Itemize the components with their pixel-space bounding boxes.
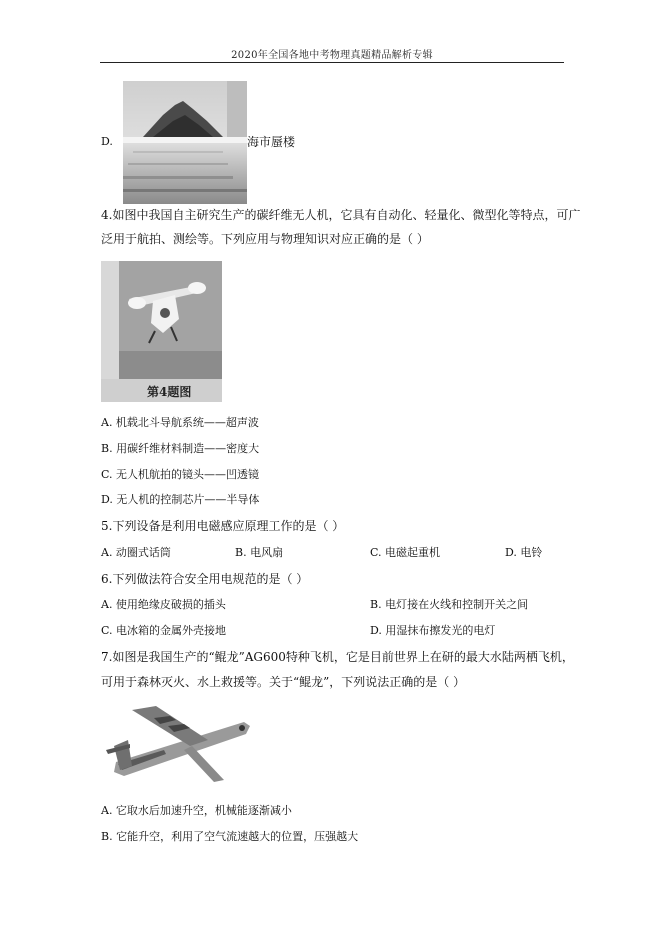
q3-option-d-label: D. bbox=[101, 135, 113, 148]
q4-option-b: B. 用碳纤维材料制造——密度大 bbox=[101, 442, 260, 455]
q4-option-c: C. 无人机航拍的镜头——凹透镜 bbox=[101, 468, 260, 481]
q6-option-b: B. 电灯接在火线和控制开关之间 bbox=[370, 598, 529, 611]
drone-figure-caption: 第4题图 bbox=[147, 385, 192, 399]
q6-option-c: C. 电冰箱的金属外壳接地 bbox=[101, 624, 227, 637]
q4-option-d: D. 无人机的控制芯片——半导体 bbox=[101, 493, 260, 506]
mirage-photo bbox=[123, 81, 247, 204]
q3-option-d-caption: 海市蜃楼 bbox=[247, 135, 296, 149]
page-header: 2020年全国各地中考物理真题精品解析专辑 bbox=[231, 50, 433, 61]
drone-photo bbox=[101, 261, 222, 402]
q7-stem-line2: 可用于森林灭火、水上救援等。关于“鲲龙”，下列说法正确的是（ ） bbox=[101, 675, 466, 689]
q5-option-c: C. 电磁起重机 bbox=[370, 546, 441, 559]
header-divider bbox=[100, 62, 564, 63]
q7-option-a: A. 它取水后加速升空，机械能逐渐减小 bbox=[101, 804, 292, 817]
q4-option-a: A. 机载北斗导航系统——超声波 bbox=[101, 416, 259, 429]
q4-stem-line1: 4.如图中我国自主研究生产的碳纤维无人机，它具有自动化、轻量化、微型化等特点，可广 bbox=[101, 208, 581, 222]
q5-option-b: B. 电风扇 bbox=[235, 546, 284, 559]
q6-option-a: A. 使用绝缘皮破损的插头 bbox=[101, 598, 226, 611]
q4-stem-line2: 泛用于航拍、测绘等。下列应用与物理知识对应正确的是（ ） bbox=[101, 232, 429, 246]
q5-stem: 5.下列设备是利用电磁感应原理工作的是（ ） bbox=[101, 519, 345, 533]
q6-stem: 6.下列做法符合安全用电规范的是（ ） bbox=[101, 572, 309, 586]
q5-option-d: D. 电铃 bbox=[505, 546, 543, 559]
q5-option-a: A. 动圈式话筒 bbox=[101, 546, 171, 559]
ag600-aircraft-photo bbox=[104, 700, 254, 786]
q7-option-b: B. 它能升空，利用了空气流速越大的位置，压强越大 bbox=[101, 830, 359, 843]
q7-stem-line1: 7.如图是我国生产的“鲲龙”AG600特种飞机，它是目前世界上在研的最大水陆两栖飞机， bbox=[101, 650, 574, 664]
q6-option-d: D. 用湿抹布擦发光的电灯 bbox=[370, 624, 496, 637]
